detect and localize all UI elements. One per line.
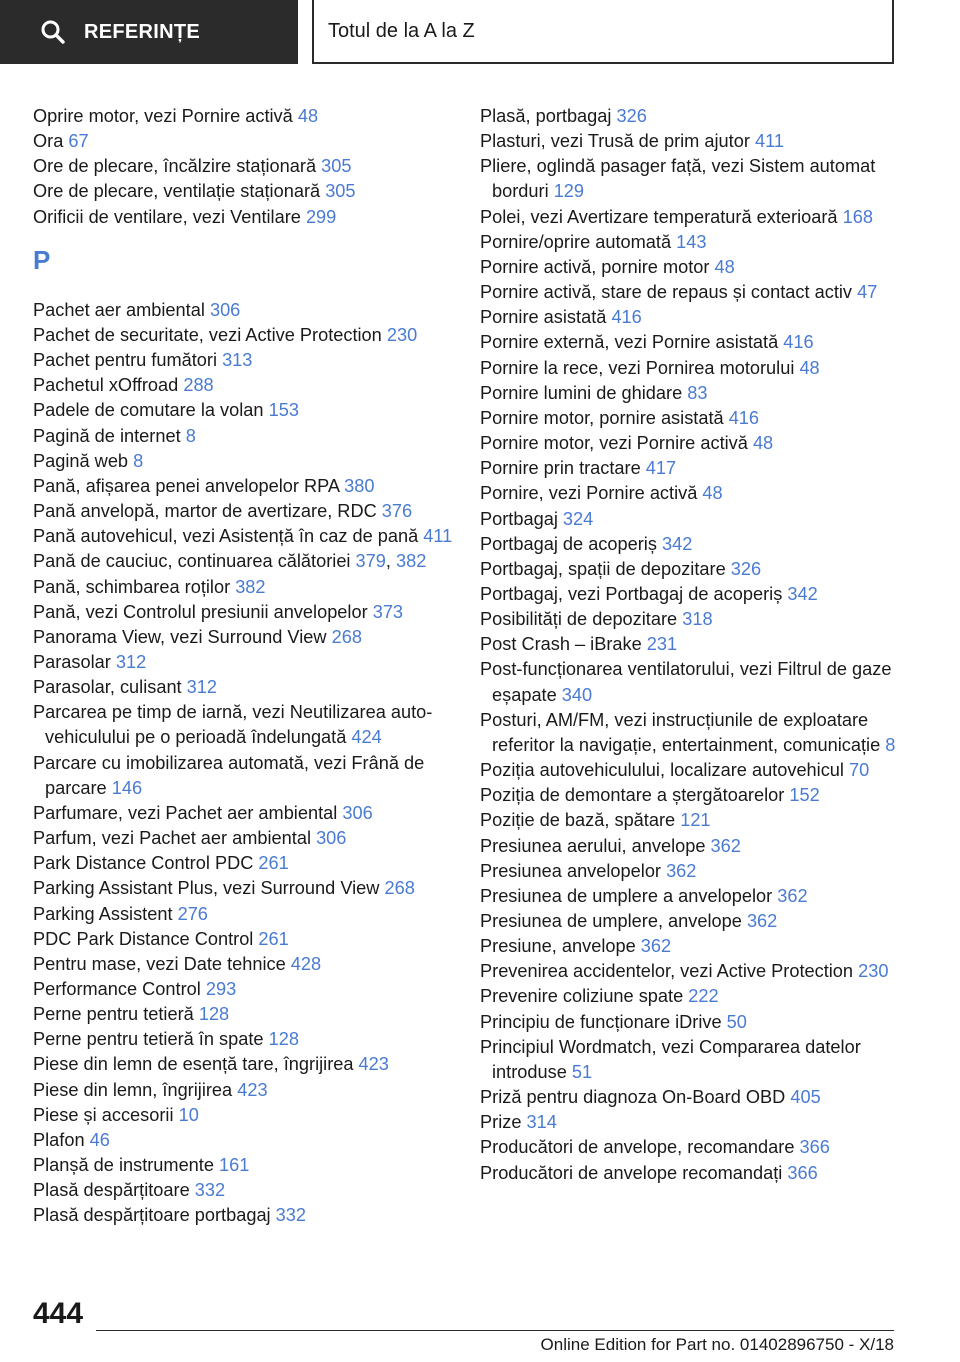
index-entry-text: Piese și accesorii	[33, 1104, 174, 1125]
index-entry	[33, 154, 458, 179]
page-link[interactable]: 332	[275, 1205, 307, 1226]
index-entry-text: Presiunea aerului, anvelope	[480, 835, 706, 856]
index-entry	[480, 255, 905, 280]
index-entry-text: Perne pentru tetieră în spate	[33, 1029, 264, 1050]
index-entry	[480, 381, 905, 406]
index-entry-text: Ore de plecare, încălzire staționară	[33, 156, 317, 177]
index-entry-text: Ore de plecare, ventilație staționară	[33, 181, 321, 202]
page-link[interactable]: 362	[640, 936, 672, 957]
index-entry-text: Pachet aer ambiental	[33, 299, 205, 320]
footer-divider	[96, 1330, 894, 1331]
index-entry	[33, 323, 458, 348]
page-link[interactable]: 362	[777, 885, 808, 906]
index-entry	[480, 909, 905, 934]
page-link[interactable]: 313	[222, 350, 253, 371]
index-entry	[480, 305, 905, 330]
page-link[interactable]: 47	[857, 282, 878, 303]
page-link[interactable]: 305	[325, 181, 356, 202]
index-entry	[33, 700, 458, 750]
index-entry	[480, 481, 905, 506]
index-column-right	[480, 104, 905, 1186]
index-group-o	[33, 104, 458, 230]
index-entry-text: Parfumare, vezi Pachet aer ambiental	[33, 802, 338, 823]
index-entry	[33, 826, 458, 851]
index-entry-text: Prize	[480, 1112, 522, 1133]
index-entry-text: Ora	[33, 131, 64, 152]
page-link[interactable]: 423	[358, 1054, 389, 1075]
index-entry-text: Pornire asistată	[480, 307, 607, 328]
references-tab[interactable]	[0, 0, 298, 64]
page-link[interactable]: 261	[258, 928, 289, 949]
page-link[interactable]: 382	[235, 576, 266, 597]
index-entry	[480, 834, 905, 859]
page-link[interactable]: 324	[562, 508, 594, 529]
index-entry-text: Post-funcționarea ventilatorului, vezi Filtrul de gaze eșapate	[480, 659, 892, 705]
index-entry-text: Polei, vezi Avertizare temperatură exterioară	[480, 206, 838, 227]
index-entry-text: Planșă de instrumente	[33, 1155, 214, 1176]
index-entry	[33, 625, 458, 650]
index-entry	[33, 398, 458, 423]
page-link[interactable]: 46	[89, 1129, 110, 1150]
page-link[interactable]: 48	[702, 483, 723, 504]
index-entry-text: Portbagaj, vezi Portbagaj de acoperiș	[480, 583, 783, 604]
page-link[interactable]: 152	[789, 785, 820, 806]
index-entry	[480, 959, 905, 984]
index-entry	[33, 129, 458, 154]
page-link[interactable]: 380	[344, 475, 375, 496]
index-entry	[480, 632, 905, 657]
index-entry-text: Pornire, vezi Pornire activă	[480, 483, 698, 504]
index-entry	[480, 1110, 905, 1135]
index-entry	[480, 280, 905, 305]
index-entry	[33, 1128, 458, 1153]
page-link[interactable]: 424	[351, 727, 382, 748]
index-entry-text: Plasă despărțitoare	[33, 1180, 190, 1201]
index-entry-text: Portbagaj, spații de depozitare	[480, 558, 726, 579]
page-link[interactable]: 366	[787, 1162, 818, 1183]
index-entry-text: Poziția de demontare a ștergătoarelor	[480, 785, 785, 806]
index-entry-text: Producători de anvelope, recomandare	[480, 1137, 795, 1158]
index-entry-text: Parcarea pe timp de iarnă, vezi Neutilizarea autovehiculului pe o perioadă îndelungată	[33, 702, 433, 748]
index-entry	[33, 650, 458, 675]
page-link[interactable]: 379	[355, 551, 386, 572]
index-entry	[480, 934, 905, 959]
index-entry	[480, 1010, 905, 1035]
page-link[interactable]: 222	[688, 986, 719, 1007]
index-entry	[33, 600, 458, 625]
index-entry	[33, 1203, 458, 1228]
index-entry-text: Pornire externă, vezi Pornire asistată	[480, 332, 779, 353]
page-link[interactable]: 67	[68, 131, 89, 152]
page-link[interactable]: 417	[645, 458, 677, 479]
index-entry	[33, 1103, 458, 1128]
section-title: Totul de la A la Z	[312, 0, 894, 64]
index-entry-text: Pană, vezi Controlul presiunii anvelopelor	[33, 601, 368, 622]
page-link[interactable]: 288	[183, 375, 214, 396]
index-entry	[33, 1027, 458, 1052]
page-link[interactable]: 153	[268, 400, 299, 421]
index-entry-text: Presiunea de umplere a anvelopelor	[480, 885, 773, 906]
page-link[interactable]: 48	[752, 433, 774, 454]
index-entry-text: Parasolar, culisant	[33, 677, 182, 698]
index-entry-text: Pană, schimbarea roților	[33, 576, 231, 597]
index-entry-text: Pagină de internet	[33, 425, 181, 446]
index-entry-text: Parcare cu imobilizarea automată, vezi Frână de parcare	[33, 752, 425, 798]
page-link[interactable]: 342	[662, 533, 693, 554]
index-column-left	[33, 104, 458, 1229]
page-link[interactable]: 50	[726, 1011, 747, 1032]
index-entry-text: Pentru mase, vezi Date tehnice	[33, 953, 286, 974]
page-link[interactable]: 268	[384, 878, 415, 899]
page-link[interactable]: 161	[219, 1155, 250, 1176]
index-entry	[33, 348, 458, 373]
page-link[interactable]: 128	[268, 1029, 299, 1050]
index-entry-text: Pană autovehicul, vezi Asistență în caz de pană	[33, 526, 419, 547]
index-entry	[480, 657, 905, 707]
index-entry-text: Presiunea anvelopelor	[480, 860, 661, 881]
index-entry-text: Oprire motor, vezi Pornire activă	[33, 106, 293, 126]
index-letter-heading: P	[33, 244, 51, 275]
index-entry	[480, 783, 905, 808]
index-entry	[33, 675, 458, 700]
index-entry	[480, 557, 905, 582]
index-entry	[33, 474, 458, 499]
index-entry-text: PDC Park Distance Control	[33, 928, 254, 949]
index-entry	[33, 1178, 458, 1203]
page-link[interactable]: 121	[680, 810, 711, 831]
index-entry	[480, 1135, 905, 1160]
page-link[interactable]: 416	[728, 407, 760, 428]
page-link[interactable]: 128	[198, 1004, 230, 1025]
page-link[interactable]: 83	[687, 382, 708, 403]
index-entry-text: Portbagaj de acoperiș	[480, 533, 657, 554]
index-entry-text: Pornire lumini de ghidare	[480, 382, 683, 403]
index-entry-text: Panorama View, vezi Surround View	[33, 626, 327, 647]
page-link[interactable]: 10	[178, 1104, 199, 1125]
page-link[interactable]: 48	[297, 106, 319, 126]
page-link[interactable]: 312	[186, 677, 218, 698]
index-entry	[480, 532, 905, 557]
page-link[interactable]: 306	[342, 802, 373, 823]
index-entry-text: Pornire motor, vezi Pornire activă	[480, 433, 748, 454]
index-entry-text: Pornire/oprire automată	[480, 231, 672, 252]
page-link[interactable]: 376	[381, 501, 413, 522]
index-entry-text: Posibilități de depozitare	[480, 609, 678, 630]
page-link[interactable]: 230	[386, 324, 418, 345]
page-link[interactable]: 168	[842, 206, 873, 227]
index-entry-text: Piese din lemn, îngrijirea	[33, 1079, 233, 1100]
index-entry	[480, 1035, 905, 1085]
page-number: 444	[33, 1297, 84, 1330]
page-link[interactable]: 230	[858, 961, 889, 982]
index-entry	[33, 801, 458, 826]
index-entry	[33, 205, 458, 230]
index-entry-text: Park Distance Control PDC	[33, 853, 254, 874]
index-entry	[33, 1052, 458, 1077]
index-entry: Pană de cauciuc, continuarea călătoriei 379, 382	[33, 551, 427, 572]
page-link[interactable]: 382	[396, 551, 427, 572]
page-link[interactable]: 268	[331, 626, 362, 647]
index-entry	[480, 984, 905, 1009]
index-entry-text: Padele de comutare la volan	[33, 400, 264, 421]
page-link[interactable]: 146	[111, 777, 143, 798]
page-header	[0, 0, 960, 66]
page-link[interactable]: 416	[783, 332, 814, 353]
index-entry-text: Pachetul xOffroad	[33, 375, 179, 396]
page-link[interactable]: 8	[133, 450, 144, 471]
page-link[interactable]: 70	[849, 760, 870, 781]
page-link[interactable]: 326	[730, 558, 762, 579]
index-entry-text: Parasolar	[33, 651, 111, 672]
page-link[interactable]: 143	[676, 231, 707, 252]
index-entry	[480, 1085, 905, 1110]
page-link[interactable]: 423	[237, 1079, 268, 1100]
index-entry-text: Pornire la rece, vezi Pornirea motorului	[480, 357, 795, 378]
page-link[interactable]: 305	[321, 156, 352, 177]
page-link[interactable]: 362	[710, 835, 741, 856]
index-entry	[480, 406, 905, 431]
index-entry-text: Poziție de bază, spătare	[480, 810, 676, 831]
index-entry-text: Principiu de funcționare iDrive	[480, 1011, 722, 1032]
page-link[interactable]: 373	[372, 601, 404, 622]
page-link[interactable]: 416	[611, 307, 642, 328]
index-entry	[480, 859, 905, 884]
index-entry-text: Pană de cauciuc, continuarea călătoriei	[33, 551, 351, 572]
index-entry	[480, 1161, 905, 1186]
index-entry-text: Pornire activă, stare de repaus și contact activ	[480, 282, 853, 303]
index-entry	[480, 431, 905, 456]
footer-edition: Online Edition for Part no. 01402896750 - X/18	[540, 1335, 894, 1354]
page-link[interactable]: 405	[790, 1087, 821, 1108]
references-tab-label: REFERINȚE	[84, 20, 201, 43]
page-link[interactable]: 326	[616, 106, 647, 126]
index-entry	[33, 1002, 458, 1027]
index-entry-text: Pornire prin tractare	[480, 458, 641, 479]
index-entry	[480, 129, 905, 154]
index-entry-text: Plasturi, vezi Trusă de prim ajutor	[480, 131, 750, 152]
index-entry	[33, 1153, 458, 1178]
index-entry	[33, 104, 458, 129]
index-entry-text: Presiune, anvelope	[480, 936, 636, 957]
page-link[interactable]: 306	[209, 299, 241, 320]
index-entry-text: Posturi, AM/FM, vezi instrucțiunile de exploatare referitor la navigație, entertainment, comunicație	[480, 709, 881, 755]
page-link[interactable]: 342	[787, 583, 818, 604]
page-link[interactable]: 293	[205, 979, 237, 999]
index-entry-text: Prevenirea accidentelor, vezi Active Protection	[480, 961, 854, 982]
index-entry-text: Pană, afișarea penei anvelopelor RPA	[33, 475, 340, 496]
page-link[interactable]: 362	[746, 911, 778, 931]
page-link[interactable]: 48	[799, 357, 820, 378]
index-entry-text: Presiunea de umplere, anvelope	[480, 911, 742, 931]
index-entry-text: Pagină web	[33, 450, 129, 471]
page-link[interactable]: 340	[561, 684, 593, 705]
index-entry	[33, 952, 458, 977]
page-link[interactable]: 129	[553, 181, 585, 202]
index-entry	[33, 851, 458, 876]
index-entry	[33, 1078, 458, 1103]
index-entry-text: Priză pentru diagnoza On-Board OBD	[480, 1087, 786, 1108]
index-group-p	[33, 298, 458, 1229]
index-entry-text: Plasă despărțitoare portbagaj	[33, 1205, 271, 1226]
index-entry-text: Post Crash – iBrake	[480, 634, 642, 655]
index-entry	[33, 876, 458, 901]
page-link[interactable]: 261	[258, 853, 289, 874]
page-link[interactable]: 51	[571, 1061, 593, 1082]
index-entry-text: Principiul Wordmatch, vezi Compararea datelor introduse	[480, 1036, 861, 1082]
index-entry-text: Parfum, vezi Pachet aer ambiental	[33, 828, 311, 849]
index-entry	[480, 330, 905, 355]
index-entry-text: Portbagaj	[480, 508, 558, 529]
index-entry	[480, 884, 905, 909]
page-link[interactable]: 366	[799, 1137, 830, 1158]
index-entry	[480, 104, 905, 129]
page-link[interactable]: 411	[754, 131, 784, 152]
index-entry	[33, 751, 458, 801]
index-entry-text: Pachet pentru fumători	[33, 350, 217, 371]
index-entry-text: Piese din lemn de esență tare, îngrijirea	[33, 1054, 354, 1075]
index-entry	[33, 298, 458, 323]
index-entry	[480, 808, 905, 833]
page-link[interactable]: 318	[682, 609, 713, 630]
index-entry	[480, 154, 905, 204]
page-link[interactable]: 299	[305, 206, 337, 227]
index-entry	[33, 179, 458, 204]
index-entry	[33, 373, 458, 398]
index-entry-text: Pornire motor, pornire asistată	[480, 407, 724, 428]
index-entry	[33, 575, 458, 600]
index-entry	[480, 607, 905, 632]
index-entry	[33, 524, 458, 549]
page-link[interactable]: 231	[646, 634, 678, 655]
index-entry-text: Pornire activă, pornire motor	[480, 256, 710, 277]
index-entry	[480, 230, 905, 255]
index-entry-text: Parking Assistant Plus, vezi Surround View	[33, 878, 380, 899]
page-link[interactable]: 8	[185, 425, 196, 446]
index-entry-text: Performance Control	[33, 979, 201, 999]
index-entry	[480, 456, 905, 481]
index-entry	[480, 758, 905, 783]
index-entry	[480, 356, 905, 381]
index-entry	[480, 708, 905, 758]
page-link[interactable]: 306	[316, 828, 347, 849]
page-link[interactable]: 332	[194, 1180, 226, 1201]
index-entry-text: Pachet de securitate, vezi Active Protection	[33, 324, 382, 345]
page-link[interactable]: 411	[423, 526, 453, 547]
page-link[interactable]: 428	[290, 953, 322, 974]
index-entry-text: Poziția autovehiculului, localizare autovehicul	[480, 760, 844, 781]
index-entry-text: Orificii de ventilare, vezi Ventilare	[33, 206, 301, 227]
index-entry-text: Pană anvelopă, martor de avertizare, RDC	[33, 501, 377, 522]
page-link[interactable]: 314	[526, 1112, 557, 1133]
page-link[interactable]: 312	[115, 651, 147, 672]
index-entry	[33, 902, 458, 927]
index-entry	[33, 499, 458, 524]
index-entry-text: Plafon	[33, 1129, 85, 1150]
index-entry-text: Parking Assistent	[33, 903, 173, 924]
index-entry	[33, 927, 458, 952]
index-entry	[480, 507, 905, 532]
index-entry	[480, 582, 905, 607]
index-entry-text: Plasă, portbagaj	[480, 106, 612, 126]
index-entry-text: Pliere, oglindă pasager față, vezi Sistem automat borduri	[480, 156, 876, 202]
index-entry-text: Prevenire coliziune spate	[480, 986, 684, 1007]
index-entry-text: Producători de anvelope recomandați	[480, 1162, 783, 1183]
page-link[interactable]: 8	[885, 734, 896, 755]
page-link[interactable]: 362	[666, 860, 697, 881]
search-icon	[40, 19, 66, 45]
index-entry	[33, 977, 458, 1002]
page-link[interactable]: 48	[714, 256, 735, 277]
index-entry-text: Perne pentru tetieră	[33, 1004, 194, 1025]
index-entry	[33, 424, 458, 449]
index-entry	[33, 449, 458, 474]
index-entry	[480, 205, 905, 230]
page-link[interactable]: 276	[177, 903, 208, 924]
